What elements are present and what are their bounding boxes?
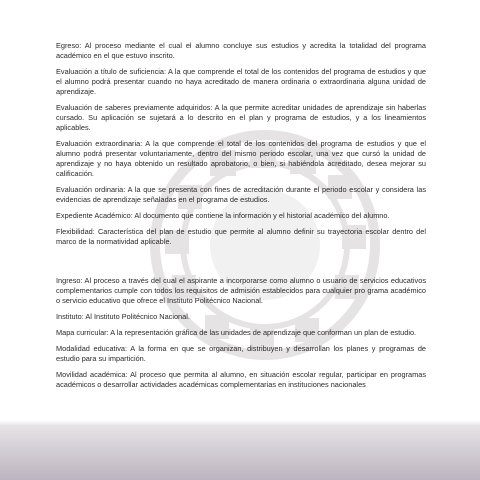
document-body <box>56 41 426 396</box>
definition-movilidad-academica: Movilidad académica: Al proceso que permita al alumno, en situación escolar regular, participar en programas académicos o desarrollar actividades académicas complementarias en instituciones nacionales <box>56 370 426 389</box>
definition-ingreso: Ingreso: Al proceso a través del cual el aspirante a incorporarse como alumno o usuario de servicios educativos complementarios cumple con todos los requisitos de admisión establecidos para cualquier pro grama académico o servicio educativo que ofrece el Instituto Politécnico Nacional. <box>56 276 426 305</box>
definition-evaluacion-suficiencia: Evaluación a título de suficiencia: A la que comprende el total de los contenidos del programa de estudios y que el alumno podrá presentar cuando no haya acreditado de manera ordinaria o extraordinaria alguna unidad de aprendizaje. <box>56 67 426 96</box>
definition-flexibilidad: Flexibilidad: Característica del plan de estudio que permite al alumno definir su trayectoria escolar dentro del marco de la normatividad aplicable. <box>56 227 426 246</box>
definition-instituto: Instituto: Al Instituto Politécnico Nacional. <box>56 312 190 321</box>
definition-expediente-academico: Expediente Académico: Al documento que contiene la información y el historial académico del alumno. <box>56 211 390 220</box>
definition-evaluacion-extraordinaria: Evaluación extraordinaria: A la que comprende el total de los contenidos del programa de estudios y que el alumno podrá presentar voluntariamente, dentro del mismo periodo escolar, una vez que cursó la unidad de aprendizaje y no haya obtenido un resultado aprobatorio, o bien, si habiéndola acreditado, desea mejorar su calificación. <box>56 139 426 178</box>
viewer-background <box>0 425 480 480</box>
definition-egreso: Egreso: Al proceso mediante el cual el alumno concluye sus estudios y acredita la totalidad del programa académico en el que estuvo inscrito. <box>56 41 426 60</box>
definition-modalidad-educativa: Modalidad educativa: A la forma en que se organizan, distribuyen y desarrollan los planes y programas de estudio para su impartición. <box>56 344 426 363</box>
definition-evaluacion-saberes-previos: Evaluación de saberes previamente adquiridos: A la que permite acreditar unidades de aprendizaje sin haberlas cursado. Su aplicación se sujetará a lo descrito en el plan y programa de estudios, y a los lineamientos aplicables. <box>56 103 426 132</box>
definition-evaluacion-ordinaria: Evaluación ordinaria: A la que se presenta con fines de acreditación durante el periodo escolar y considera las evidencias de aprendizaje señaladas en el programa de estudios. <box>56 185 426 204</box>
definition-mapa-curricular: Mapa curricular: A la representación gráfica de las unidades de aprendizaje que conforman un plan de estudio. <box>56 328 417 337</box>
section-gap <box>56 253 426 276</box>
